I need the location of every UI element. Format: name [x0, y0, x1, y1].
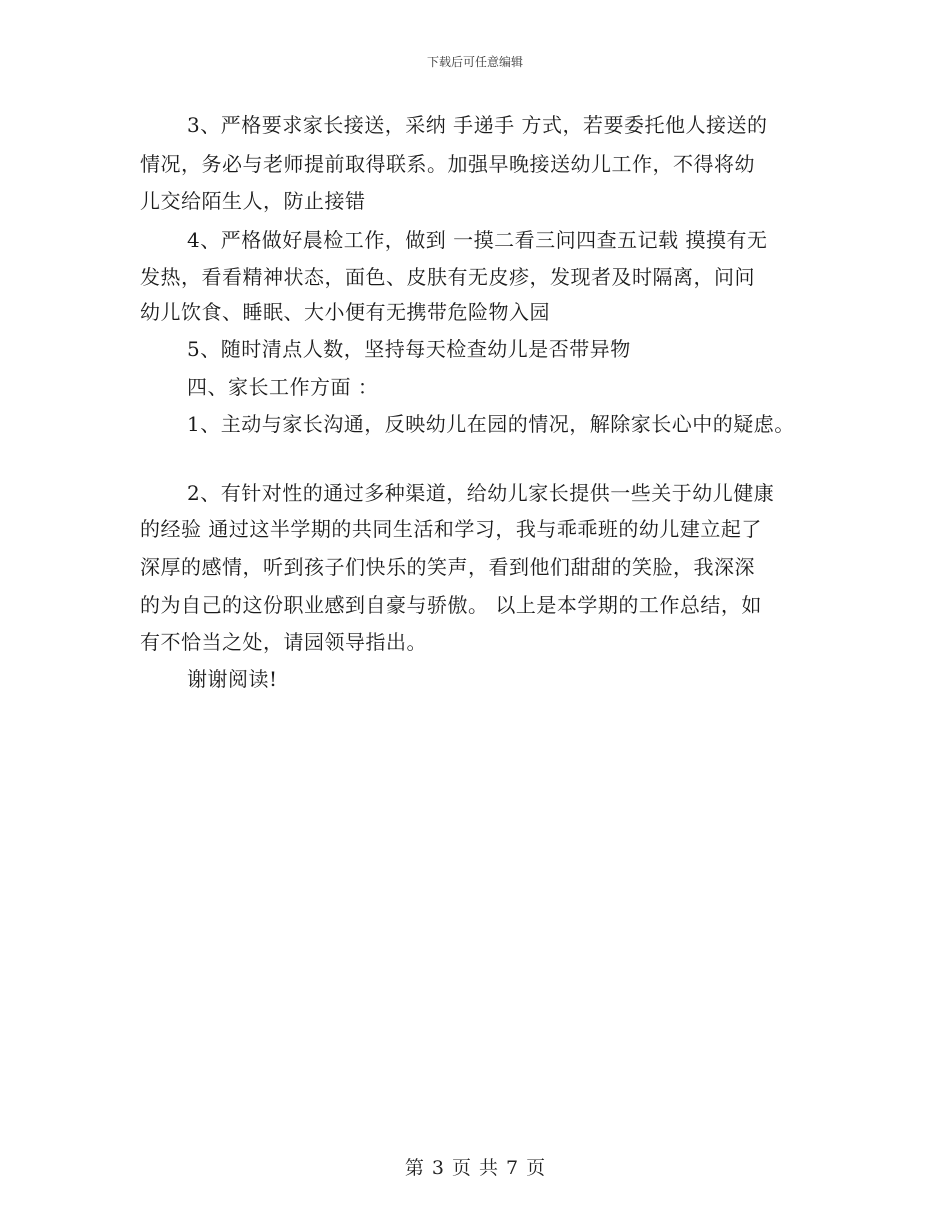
body-line-14: 有不恰当之处，请园领导指出。 — [140, 630, 427, 654]
body-line-9: 1、主动与家长沟通，反映幼儿在园的情况，解除家长心中的疑虑。 — [187, 412, 795, 436]
page-footer — [0, 1153, 950, 1180]
body-line-12: 深厚的感情，听到孩子们快乐的笑声，看到他们甜甜的笑脸，我深深 — [140, 555, 755, 579]
footer-suffix: 页 — [526, 1157, 546, 1179]
footer-current-page: 3 — [431, 1157, 444, 1179]
body-line-6: 幼儿饮食、睡眠、大小便有无携带危险物入园 — [140, 300, 550, 324]
footer-prefix: 第 — [404, 1157, 424, 1179]
body-line-3: 儿交给陌生人，防止接错 — [140, 189, 366, 213]
closing-thanks: 谢谢阅读! — [187, 667, 278, 691]
footer-total-pages: 7 — [506, 1157, 519, 1179]
footer-page-label: 页 — [451, 1157, 471, 1179]
body-line-2: 情况，务必与老师提前取得联系。加强早晚接送幼儿工作，不得将幼 — [140, 152, 755, 176]
body-line-13: 的为自己的这份职业感到自豪与骄傲。 以上是本学期的工作总结，如 — [140, 593, 762, 617]
section-heading-parent-work: 四、家长工作方面 ： — [187, 375, 379, 399]
footer-total-label: 共 — [479, 1157, 499, 1179]
body-line-10: 2、有针对性的通过多种渠道，给幼儿家长提供一些关于幼儿健康 — [187, 481, 775, 505]
body-line-5: 发热，看看精神状态，面色、皮肤有无皮疹，发现者及时隔离，问问 — [140, 265, 755, 289]
body-line-7: 5、随时清点人数，坚持每天检查幼儿是否带异物 — [187, 337, 631, 361]
page-header: 下载后可任意编辑 — [426, 55, 523, 69]
body-line-11: 的经验 通过这半学期的共同生活和学习，我与乖乖班的幼儿建立起了 — [140, 517, 762, 541]
body-line-4: 4、严格做好晨检工作，做到 一摸二看三问四查五记载 摸摸有无 — [187, 228, 768, 252]
body-line-1: 3、严格要求家长接送，采纳 手递手 方式，若要委托他人接送的 — [187, 113, 768, 137]
